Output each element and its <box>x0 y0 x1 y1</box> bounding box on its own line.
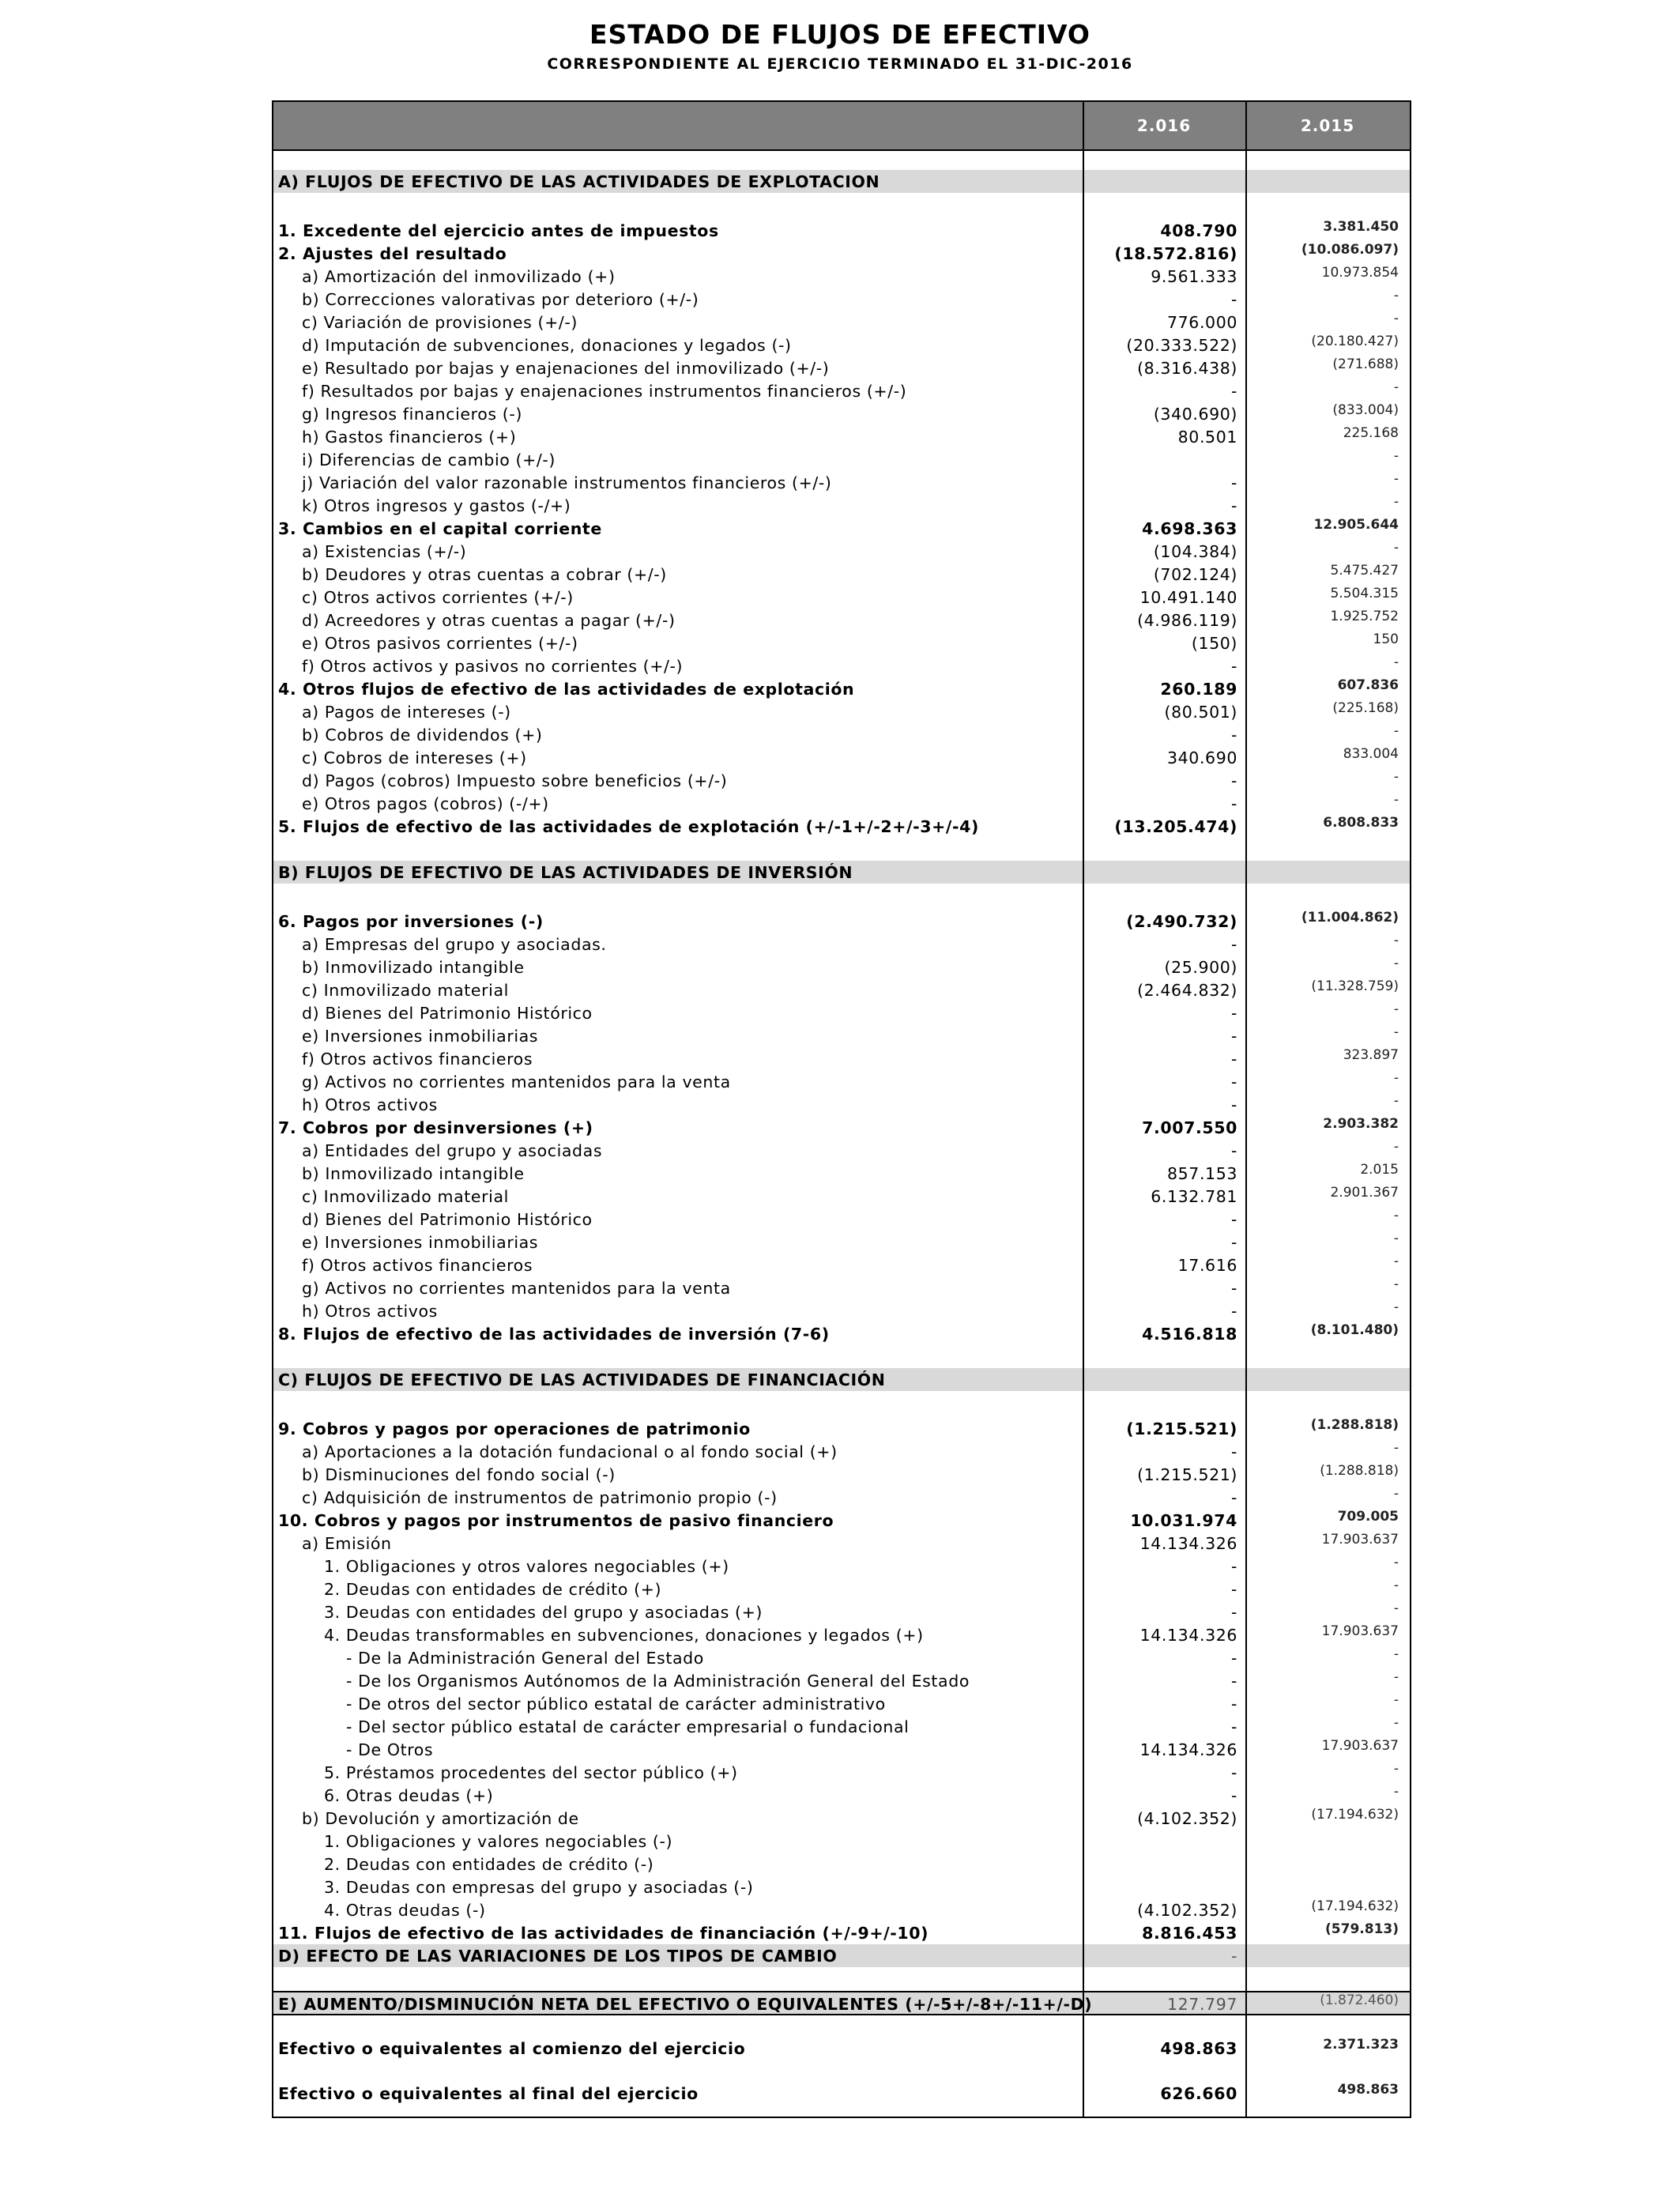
value-2016: - <box>1231 1027 1237 1046</box>
table-row <box>273 494 1410 517</box>
value-2015: (20.180.427) <box>1311 334 1399 349</box>
table-row <box>273 1047 1410 1070</box>
table-row <box>273 402 1410 425</box>
row-label: h) Otros activos <box>302 1095 438 1114</box>
row-label: d) Pagos (cobros) Impuesto sobre beneficios (+/-) <box>302 771 728 790</box>
value-2015: - <box>1393 311 1399 326</box>
table-row <box>273 219 1410 242</box>
row-label: 3. Deudas con empresas del grupo y asociadas (-) <box>324 1878 754 1897</box>
value-2015: - <box>1393 933 1399 948</box>
row-label: 5. Préstamos procedentes del sector público (+) <box>324 1763 738 1782</box>
row-label: b) Correcciones valorativas por deterioro (+/-) <box>302 290 699 309</box>
value-2015: - <box>1393 1299 1399 1315</box>
value-2016: 10.491.140 <box>1139 588 1237 607</box>
value-2016: - <box>1231 771 1237 790</box>
value-2015: 323.897 <box>1343 1047 1399 1063</box>
table-row <box>273 1162 1410 1185</box>
table-row <box>273 1761 1410 1784</box>
value-2015: - <box>1393 1761 1399 1777</box>
row-label: h) Gastos financieros (+) <box>302 428 517 447</box>
value-2015: 17.903.637 <box>1321 1623 1399 1639</box>
value-2016: - <box>1231 1210 1237 1229</box>
value-2015: (1.288.818) <box>1320 1463 1399 1479</box>
table-row <box>273 910 1410 933</box>
value-2016: 17.616 <box>1177 1256 1237 1275</box>
table-row <box>273 654 1410 677</box>
table-row <box>273 1669 1410 1692</box>
table-row <box>273 1276 1410 1299</box>
value-2015: - <box>1393 1231 1399 1246</box>
value-2016: (4.102.352) <box>1137 1901 1237 1920</box>
value-2015: (8.101.480) <box>1310 1322 1399 1338</box>
value-2015: 150 <box>1373 631 1399 647</box>
value-2016: - <box>1231 1786 1237 1805</box>
table-row <box>273 586 1410 609</box>
table-row <box>273 288 1410 311</box>
value-2016: 340.690 <box>1167 748 1237 767</box>
table-row <box>273 356 1410 379</box>
value-2015: (11.328.759) <box>1311 978 1399 994</box>
value-2016: (2.490.732) <box>1126 912 1237 931</box>
table-row <box>273 1208 1410 1231</box>
value-2015: - <box>1393 1646 1399 1662</box>
row-label: f) Otros activos financieros <box>302 1050 533 1069</box>
row-label: b) Devolución y amortización de <box>302 1809 579 1828</box>
table-row <box>273 1646 1410 1669</box>
row-label: f) Resultados por bajas y enajenaciones instrumentos financieros (+/-) <box>302 382 907 401</box>
value-2016: 9.561.333 <box>1151 267 1237 286</box>
value-2016: - <box>1231 1557 1237 1576</box>
row-label: a) Aportaciones a la dotación fundacional o al fondo social (+) <box>302 1442 838 1461</box>
section-header-row <box>273 861 1410 884</box>
value-2016: - <box>1231 1141 1237 1160</box>
cash-flow-table <box>272 100 1411 2118</box>
value-2016: 776.000 <box>1167 313 1237 332</box>
table-row <box>273 540 1410 563</box>
value-2016: (25.900) <box>1164 958 1237 977</box>
table-row <box>273 933 1410 956</box>
value-2016: (4.986.119) <box>1137 611 1237 630</box>
row-label: c) Adquisición de instrumentos de patrimonio propio (-) <box>302 1488 778 1507</box>
table-row <box>273 746 1410 769</box>
table-row <box>273 1898 1410 1921</box>
value-2015: 2.015 <box>1360 1162 1399 1178</box>
row-label: 8. Flujos de efectivo de las actividades de inversión (7-6) <box>278 1325 830 1344</box>
value-2016: (702.124) <box>1153 565 1237 584</box>
value-2016: 80.501 <box>1177 428 1237 447</box>
row-label: c) Inmovilizado material <box>302 981 509 1000</box>
value-2016: (13.205.474) <box>1114 817 1237 836</box>
value-2015: (1.872.460) <box>1320 1992 1399 2008</box>
row-label: a) Empresas del grupo y asociadas. <box>302 935 607 954</box>
value-2015: - <box>1393 769 1399 785</box>
value-2016: - <box>1231 1947 1237 1966</box>
row-label: A) FLUJOS DE EFECTIVO DE LAS ACTIVIDADES DE EXPLOTACION <box>278 172 880 191</box>
row-label: - De la Administración General del Estado <box>346 1649 704 1668</box>
column-header-2016: 2.016 <box>1136 116 1192 135</box>
section-header-row <box>273 170 1410 193</box>
value-2015: - <box>1393 1669 1399 1685</box>
row-label: c) Otros activos corrientes (+/-) <box>302 588 574 607</box>
value-2015: (17.194.632) <box>1311 1807 1399 1823</box>
table-row <box>273 1185 1410 1208</box>
value-2016: (8.316.438) <box>1137 359 1237 378</box>
table-row <box>273 1692 1410 1715</box>
section-header-row <box>273 1368 1410 1391</box>
value-2015: - <box>1393 1001 1399 1017</box>
table-row <box>273 265 1410 288</box>
row-label: - De Otros <box>346 1740 434 1759</box>
row-label: 7. Cobros por desinversiones (+) <box>278 1118 593 1137</box>
value-2016: - <box>1231 1072 1237 1091</box>
value-2015: - <box>1393 1486 1399 1502</box>
document-subtitle: CORRESPONDIENTE AL EJERCICIO TERMINADO EL 31-DIC-2016 <box>547 55 1133 73</box>
row-label: Efectivo o equivalentes al comienzo del ejercicio <box>278 2039 746 2058</box>
value-2016: - <box>1231 726 1237 745</box>
value-2015: 12.905.644 <box>1313 517 1399 533</box>
table-header <box>273 102 1410 151</box>
row-label: k) Otros ingresos y gastos (-/+) <box>302 496 571 515</box>
row-label: e) Resultado por bajas y enajenaciones del inmovilizado (+/-) <box>302 359 830 378</box>
value-2015: - <box>1393 448 1399 464</box>
row-label: 3. Cambios en el capital corriente <box>278 519 602 538</box>
value-2016: - <box>1231 657 1237 676</box>
value-2016: 4.698.363 <box>1142 519 1237 538</box>
table-row <box>273 1024 1410 1047</box>
value-2015: 3.381.450 <box>1323 219 1399 235</box>
row-label: C) FLUJOS DE EFECTIVO DE LAS ACTIVIDADES DE FINANCIACIÓN <box>278 1370 886 1389</box>
value-2015: - <box>1393 1070 1399 1086</box>
value-2016: 14.134.326 <box>1139 1626 1237 1645</box>
row-label: 1. Obligaciones y otros valores negociables (+) <box>324 1557 729 1576</box>
table-row <box>273 1623 1410 1646</box>
value-2015: 607.836 <box>1337 677 1399 693</box>
row-label: 6. Otras deudas (+) <box>324 1786 494 1805</box>
table-row <box>273 1440 1410 1463</box>
table-row <box>273 1070 1410 1093</box>
value-2015: 498.863 <box>1337 2082 1399 2098</box>
table-row <box>273 1555 1410 1578</box>
row-label: 9. Cobros y pagos por operaciones de patrimonio <box>278 1419 751 1438</box>
value-2015: (10.086.097) <box>1301 242 1399 258</box>
row-label: e) Otros pasivos corrientes (+/-) <box>302 634 578 653</box>
table-row <box>273 1532 1410 1555</box>
table-row <box>273 792 1410 815</box>
value-2016: (2.464.832) <box>1137 981 1237 1000</box>
table-row <box>273 723 1410 746</box>
table-row <box>273 1139 1410 1162</box>
value-2015: 833.004 <box>1343 746 1399 762</box>
row-label: Efectivo o equivalentes al final del ejercicio <box>278 2084 699 2103</box>
row-label: h) Otros activos <box>302 1302 438 1321</box>
value-2015: - <box>1393 1692 1399 1708</box>
value-2015: - <box>1393 1093 1399 1109</box>
value-2015: - <box>1393 1208 1399 1223</box>
row-label: e) Otros pagos (cobros) (-/+) <box>302 794 549 813</box>
row-label: 5. Flujos de efectivo de las actividades de explotación (+/-1+/-2+/-3+/-4) <box>278 817 979 836</box>
value-2015: 225.168 <box>1343 425 1399 441</box>
value-2016: - <box>1231 1672 1237 1691</box>
row-label: b) Disminuciones del fondo social (-) <box>302 1465 616 1484</box>
row-label: c) Cobros de intereses (+) <box>302 748 527 767</box>
table-row <box>273 1578 1410 1600</box>
row-label: 6. Pagos por inversiones (-) <box>278 912 544 931</box>
value-2015: - <box>1393 723 1399 739</box>
table-row <box>273 1875 1410 1898</box>
table-row <box>273 1231 1410 1253</box>
table-row <box>273 448 1410 471</box>
column-divider <box>1245 102 1247 2117</box>
value-2016: - <box>1231 1095 1237 1114</box>
table-row <box>273 1463 1410 1486</box>
value-2015: - <box>1393 654 1399 670</box>
row-label: c) Inmovilizado material <box>302 1187 509 1206</box>
value-2015: 2.901.367 <box>1330 1185 1399 1201</box>
row-label: b) Inmovilizado intangible <box>302 1164 525 1183</box>
document-title: ESTADO DE FLUJOS DE EFECTIVO <box>589 19 1090 50</box>
value-2016: - <box>1231 794 1237 813</box>
value-2015: - <box>1393 494 1399 510</box>
value-2016: - <box>1231 1717 1237 1736</box>
table-row <box>273 1486 1410 1509</box>
row-label: b) Inmovilizado intangible <box>302 958 525 977</box>
value-2016: 626.660 <box>1160 2084 1237 2103</box>
value-2016: (104.384) <box>1153 542 1237 561</box>
row-label: 11. Flujos de efectivo de las actividades de financiación (+/-9+/-10) <box>278 1924 929 1943</box>
row-label: c) Variación de provisiones (+/-) <box>302 313 578 332</box>
value-2015: (17.194.632) <box>1311 1898 1399 1914</box>
row-label: - Del sector público estatal de carácter empresarial o fundacional <box>346 1717 910 1736</box>
value-2016: - <box>1231 1279 1237 1298</box>
value-2016: 127.797 <box>1167 1995 1237 2014</box>
row-label: g) Activos no corrientes mantenidos para la venta <box>302 1279 731 1298</box>
value-2015: 2.903.382 <box>1323 1116 1399 1132</box>
table-row <box>273 1600 1410 1623</box>
row-label: a) Pagos de intereses (-) <box>302 703 511 722</box>
table-row <box>273 1853 1410 1875</box>
value-2016: - <box>1231 382 1237 401</box>
table-row <box>273 471 1410 494</box>
value-2016: (1.215.521) <box>1137 1465 1237 1484</box>
value-2016: - <box>1231 935 1237 954</box>
table-row <box>273 1322 1410 1345</box>
value-2016: 4.516.818 <box>1142 1325 1237 1344</box>
value-2015: - <box>1393 1555 1399 1570</box>
value-2016: - <box>1231 1442 1237 1461</box>
value-2016: - <box>1231 1763 1237 1782</box>
row-label: 1. Excedente del ejercicio antes de impuestos <box>278 221 719 240</box>
table-row <box>273 956 1410 978</box>
value-2015: - <box>1393 1253 1399 1269</box>
value-2015: - <box>1393 1600 1399 1616</box>
table-row <box>273 563 1410 586</box>
table-row <box>273 978 1410 1001</box>
value-2015: - <box>1393 792 1399 808</box>
value-2015: 17.903.637 <box>1321 1532 1399 1547</box>
row-label: - De los Organismos Autónomos de la Administración General del Estado <box>346 1672 970 1691</box>
value-2015: - <box>1393 1276 1399 1292</box>
table-row <box>273 242 1410 265</box>
row-label: d) Bienes del Patrimonio Histórico <box>302 1004 593 1023</box>
table-row <box>273 815 1410 838</box>
value-2015: 10.973.854 <box>1321 265 1399 281</box>
table-row <box>273 1784 1410 1807</box>
row-label: E) AUMENTO/DISMINUCIÓN NETA DEL EFECTIVO O EQUIVALENTES (+/-5+/-8+/-11+/-D) <box>278 1995 1093 2014</box>
value-2016: 14.134.326 <box>1139 1534 1237 1553</box>
value-2016: 857.153 <box>1167 1164 1237 1183</box>
value-2016: 7.007.550 <box>1142 1118 1237 1137</box>
row-label: 10. Cobros y pagos por instrumentos de pasivo financiero <box>278 1511 834 1530</box>
table-row <box>273 1299 1410 1322</box>
row-label: e) Inversiones inmobiliarias <box>302 1027 539 1046</box>
value-2016: (18.572.816) <box>1114 244 1237 263</box>
row-label: e) Inversiones inmobiliarias <box>302 1233 539 1252</box>
row-label: g) Activos no corrientes mantenidos para la venta <box>302 1072 731 1091</box>
column-divider <box>1083 102 1084 2117</box>
value-2015: (833.004) <box>1332 402 1399 418</box>
table-row <box>273 1509 1410 1532</box>
value-2015: - <box>1393 1578 1399 1593</box>
table-row <box>273 769 1410 792</box>
table-row <box>273 2037 1410 2060</box>
row-label: D) EFECTO DE LAS VARIACIONES DE LOS TIPOS DE CAMBIO <box>278 1947 838 1966</box>
column-header-2015: 2.015 <box>1300 116 1355 135</box>
table-row <box>273 1001 1410 1024</box>
row-label: 3. Deudas con entidades del grupo y asociadas (+) <box>324 1603 763 1622</box>
table-row <box>273 1417 1410 1440</box>
value-2015: 2.371.323 <box>1323 2037 1399 2053</box>
value-2016: - <box>1231 1580 1237 1599</box>
row-label: b) Deudores y otras cuentas a cobrar (+/-) <box>302 565 667 584</box>
table-row <box>273 1093 1410 1116</box>
value-2015: 17.903.637 <box>1321 1738 1399 1754</box>
table-row <box>273 425 1410 448</box>
table-row <box>273 334 1410 356</box>
table-row <box>273 1921 1410 1944</box>
value-2016: - <box>1231 1233 1237 1252</box>
row-label: 4. Deudas transformables en subvenciones, donaciones y legados (+) <box>324 1626 924 1645</box>
value-2015: - <box>1393 1440 1399 1456</box>
row-label: - De otros del sector público estatal de carácter administrativo <box>346 1695 886 1713</box>
value-2016: - <box>1231 496 1237 515</box>
value-2015: 5.475.427 <box>1330 563 1399 579</box>
value-2016: (150) <box>1191 634 1237 653</box>
value-2015: - <box>1393 471 1399 487</box>
value-2015: (225.168) <box>1332 700 1399 716</box>
table-row <box>273 631 1410 654</box>
row-label: a) Entidades del grupo y asociadas <box>302 1141 603 1160</box>
value-2015: (1.288.818) <box>1310 1417 1399 1433</box>
value-2015: (11.004.862) <box>1301 910 1399 925</box>
value-2016: 14.134.326 <box>1139 1740 1237 1759</box>
value-2016: (4.102.352) <box>1137 1809 1237 1828</box>
value-2016: - <box>1231 1603 1237 1622</box>
value-2016: - <box>1231 1488 1237 1507</box>
value-2015: - <box>1393 288 1399 303</box>
value-2015: (579.813) <box>1325 1921 1399 1937</box>
table-row <box>273 1807 1410 1830</box>
value-2016: 10.031.974 <box>1130 1511 1237 1530</box>
table-row <box>273 1830 1410 1853</box>
row-label: B) FLUJOS DE EFECTIVO DE LAS ACTIVIDADES DE INVERSIÓN <box>278 863 853 882</box>
table-row <box>273 677 1410 700</box>
value-2016: 6.132.781 <box>1151 1187 1237 1206</box>
value-2016: - <box>1231 290 1237 309</box>
row-label: g) Ingresos financieros (-) <box>302 405 522 424</box>
table-row <box>273 609 1410 631</box>
value-2016: (80.501) <box>1164 703 1237 722</box>
value-2016: - <box>1231 1302 1237 1321</box>
table-row <box>273 1253 1410 1276</box>
value-2015: - <box>1393 956 1399 971</box>
value-2015: 6.808.833 <box>1323 815 1399 831</box>
row-label: 2. Deudas con entidades de crédito (-) <box>324 1855 654 1874</box>
value-2015: - <box>1393 1715 1399 1731</box>
value-2016: - <box>1231 473 1237 492</box>
row-label: d) Bienes del Patrimonio Histórico <box>302 1210 593 1229</box>
table-row <box>273 517 1410 540</box>
row-label: 2. Deudas con entidades de crédito (+) <box>324 1580 662 1599</box>
table-row <box>273 1738 1410 1761</box>
value-2015: 1.925.752 <box>1330 609 1399 624</box>
value-2015: 5.504.315 <box>1330 586 1399 601</box>
row-label: 4. Otras deudas (-) <box>324 1901 486 1920</box>
value-2016: 260.189 <box>1160 680 1237 699</box>
table-row <box>273 2082 1410 2105</box>
row-label: i) Diferencias de cambio (+/-) <box>302 450 556 469</box>
row-label: a) Existencias (+/-) <box>302 542 467 561</box>
value-2015: - <box>1393 1139 1399 1155</box>
row-label: d) Acreedores y otras cuentas a pagar (+/-) <box>302 611 676 630</box>
value-2015: (271.688) <box>1332 356 1399 372</box>
row-label: f) Otros activos financieros <box>302 1256 533 1275</box>
section-header-row <box>273 1944 1410 1967</box>
row-label: j) Variación del valor razonable instrumentos financieros (+/-) <box>302 473 832 492</box>
value-2016: (20.333.522) <box>1126 336 1237 355</box>
table-row <box>273 1116 1410 1139</box>
value-2016: - <box>1231 1004 1237 1023</box>
value-2015: 709.005 <box>1337 1509 1399 1525</box>
section-header-row <box>273 1991 1410 2015</box>
value-2016: (1.215.521) <box>1126 1419 1237 1438</box>
value-2016: 408.790 <box>1160 221 1237 240</box>
row-label: b) Cobros de dividendos (+) <box>302 726 543 745</box>
row-label: 4. Otros flujos de efectivo de las actividades de explotación <box>278 680 855 699</box>
row-label: f) Otros activos y pasivos no corrientes (+/-) <box>302 657 684 676</box>
value-2016: - <box>1231 1649 1237 1668</box>
value-2015: - <box>1393 379 1399 395</box>
value-2016: - <box>1231 1695 1237 1713</box>
table-row <box>273 311 1410 334</box>
row-label: 1. Obligaciones y valores negociables (-) <box>324 1832 673 1851</box>
value-2016: 498.863 <box>1160 2039 1237 2058</box>
row-label: a) Emisión <box>302 1534 392 1553</box>
table-row <box>273 700 1410 723</box>
value-2016: (340.690) <box>1153 405 1237 424</box>
table-row <box>273 379 1410 402</box>
table-row <box>273 1715 1410 1738</box>
row-label: 2. Ajustes del resultado <box>278 244 507 263</box>
value-2015: - <box>1393 540 1399 556</box>
row-label: a) Amortización del inmovilizado (+) <box>302 267 616 286</box>
value-2015: - <box>1393 1024 1399 1040</box>
row-label: d) Imputación de subvenciones, donaciones y legados (-) <box>302 336 792 355</box>
value-2015: - <box>1393 1784 1399 1800</box>
value-2016: 8.816.453 <box>1142 1924 1237 1943</box>
value-2016: - <box>1231 1050 1237 1069</box>
